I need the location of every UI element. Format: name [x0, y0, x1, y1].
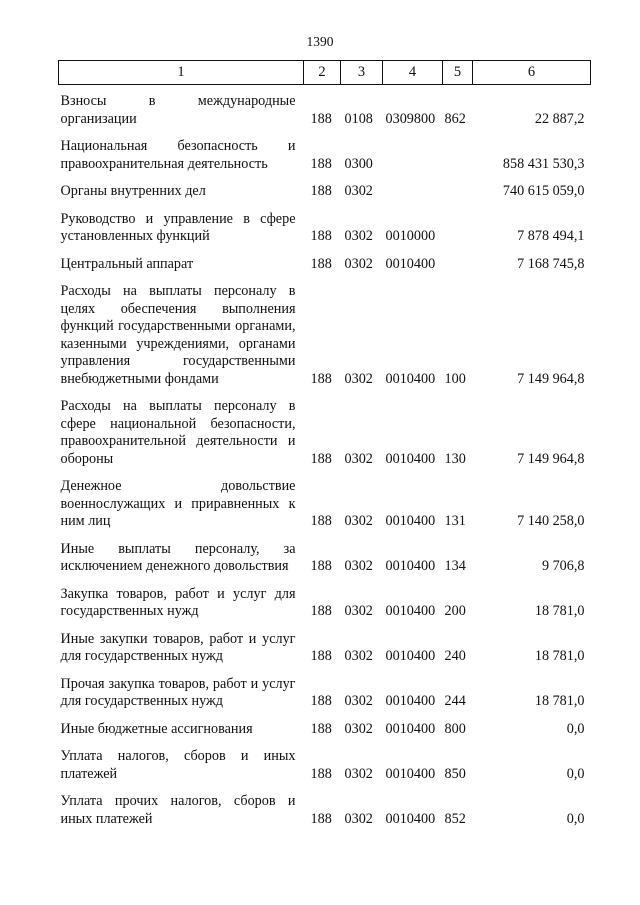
row-cs-code [383, 134, 443, 179]
row-gr-code: 188 [310, 110, 332, 127]
row-amount: 7 149 964,8 [517, 450, 585, 467]
row-rz-code: 0302 [344, 693, 373, 709]
table-row [59, 582, 591, 627]
row-amount: 0,0 [566, 810, 585, 827]
table-row [59, 134, 591, 179]
row-amount: 0,0 [566, 765, 585, 782]
row-gr-code: 188 [310, 513, 332, 529]
table-row [59, 672, 591, 717]
header-col-3: 3 [341, 61, 383, 85]
row-gr-code: 188 [310, 558, 332, 574]
table-row [59, 717, 591, 745]
row-cs-code: 0010400 [385, 513, 436, 529]
row-gr-code: 188 [310, 155, 332, 172]
row-name: Денежное довольствие военнослужащих и приравненных к ним лиц [60, 478, 296, 529]
row-name: Прочая закупка товаров, работ и услуг для государственных нужд [60, 675, 296, 709]
row-amount: 7 140 258,0 [517, 513, 585, 529]
row-name: Национальная безопасность и правоохранительная деятельность [60, 138, 296, 172]
row-vr-code: 800 [444, 720, 466, 737]
row-rz-code: 0302 [344, 513, 373, 529]
budget-table [58, 60, 591, 834]
table-row [59, 789, 591, 834]
row-amount: 858 431 530,3 [502, 155, 585, 172]
row-vr-code [443, 134, 473, 179]
row-cs-code: 0010400 [385, 255, 436, 272]
row-name: Уплата налогов, сборов и иных платежей [60, 748, 296, 782]
row-rz-code: 0302 [344, 228, 373, 244]
row-amount: 0,0 [566, 720, 585, 737]
table-row [59, 252, 591, 280]
row-cs-code [383, 179, 443, 207]
header-col-5: 5 [443, 61, 473, 85]
row-vr-code [443, 207, 473, 252]
row-cs-code: 0010400 [385, 810, 436, 827]
row-name: Расходы на выплаты персоналу в сфере национальной безопасности, правоохранительной деятельности и обороны [60, 398, 296, 467]
row-cs-code: 0010400 [385, 693, 436, 709]
row-rz-code: 0302 [344, 255, 373, 272]
row-vr-code: 850 [444, 765, 466, 782]
row-gr-code: 188 [310, 720, 332, 737]
row-rz-code: 0108 [344, 110, 373, 127]
header-col-4: 4 [383, 61, 443, 85]
row-vr-code [443, 179, 473, 207]
row-amount: 18 781,0 [534, 693, 585, 709]
row-name: Центральный аппарат [60, 255, 194, 272]
header-col-1: 1 [59, 61, 304, 85]
row-gr-code: 188 [310, 810, 332, 827]
row-name: Уплата прочих налогов, сборов и иных платежей [60, 793, 296, 827]
header-col-2: 2 [304, 61, 341, 85]
row-amount: 7 168 745,8 [517, 255, 585, 272]
table-row [59, 394, 591, 474]
row-cs-code: 0309800 [385, 110, 436, 127]
table-row [59, 85, 591, 135]
row-gr-code: 188 [310, 648, 332, 664]
row-rz-code: 0302 [344, 450, 373, 467]
row-rz-code: 0302 [344, 648, 373, 664]
header-col-6: 6 [473, 61, 591, 85]
row-gr-code: 188 [310, 693, 332, 709]
table-header [59, 61, 591, 85]
row-amount: 18 781,0 [534, 603, 585, 619]
row-name: Закупка товаров, работ и услуг для государственных нужд [60, 585, 296, 619]
row-cs-code: 0010400 [385, 765, 436, 782]
row-vr-code: 244 [444, 693, 466, 709]
row-rz-code: 0302 [344, 183, 373, 199]
row-amount: 7 878 494,1 [517, 228, 585, 244]
row-name: Руководство и управление в сфере установленных функций [60, 210, 296, 244]
table-row [59, 537, 591, 582]
row-gr-code: 188 [310, 450, 332, 467]
header-row [59, 61, 591, 85]
row-rz-code: 0302 [344, 765, 373, 782]
row-amount: 18 781,0 [534, 648, 585, 664]
row-vr-code: 200 [444, 603, 466, 619]
row-gr-code: 188 [310, 255, 332, 272]
row-name: Иные закупки товаров, работ и услуг для государственных нужд [60, 630, 296, 664]
row-cs-code: 0010400 [385, 370, 436, 387]
row-rz-code: 0302 [344, 603, 373, 619]
row-amount: 9 706,8 [541, 558, 585, 574]
row-cs-code: 0010400 [385, 648, 436, 664]
row-vr-code: 240 [444, 648, 466, 664]
table-row [59, 744, 591, 789]
row-gr-code: 188 [310, 370, 332, 387]
row-vr-code: 852 [444, 810, 466, 827]
row-vr-code [443, 252, 473, 280]
row-vr-code: 130 [444, 450, 466, 467]
row-rz-code: 0302 [344, 558, 373, 574]
row-name: Иные выплаты персоналу, за исключением денежного довольствия [60, 540, 296, 574]
row-vr-code: 862 [444, 110, 466, 127]
row-cs-code: 0010400 [385, 603, 436, 619]
page-number: 1390 [306, 34, 334, 49]
row-vr-code: 131 [444, 513, 466, 529]
table-row [59, 627, 591, 672]
row-name: Иные бюджетные ассигнования [60, 720, 253, 737]
row-gr-code: 188 [310, 765, 332, 782]
table-row [59, 207, 591, 252]
row-cs-code: 0010400 [385, 558, 436, 574]
row-amount: 740 615 059,0 [502, 183, 585, 199]
row-gr-code: 188 [310, 183, 332, 199]
row-name: Органы внутренних дел [60, 183, 206, 199]
row-name: Взносы в международные организации [60, 93, 296, 127]
row-name: Расходы на выплаты персоналу в целях обеспечения выполнения функций государственными органами, казенными учреждениями, органами управления государственными внебюджетными фондами [60, 283, 296, 387]
row-vr-code: 100 [444, 370, 466, 387]
row-rz-code: 0302 [344, 370, 373, 387]
row-cs-code: 0010400 [385, 720, 436, 737]
row-amount: 22 887,2 [534, 110, 585, 127]
row-rz-code: 0300 [344, 155, 373, 172]
table-body [59, 85, 591, 835]
row-gr-code: 188 [310, 603, 332, 619]
row-gr-code: 188 [310, 228, 332, 244]
row-cs-code: 0010000 [385, 228, 436, 244]
row-cs-code: 0010400 [385, 450, 436, 467]
row-rz-code: 0302 [344, 810, 373, 827]
table-row [59, 279, 591, 394]
row-vr-code: 134 [444, 558, 466, 574]
table-row [59, 179, 591, 207]
row-rz-code: 0302 [344, 720, 373, 737]
row-amount: 7 149 964,8 [517, 370, 585, 387]
table-row [59, 474, 591, 537]
